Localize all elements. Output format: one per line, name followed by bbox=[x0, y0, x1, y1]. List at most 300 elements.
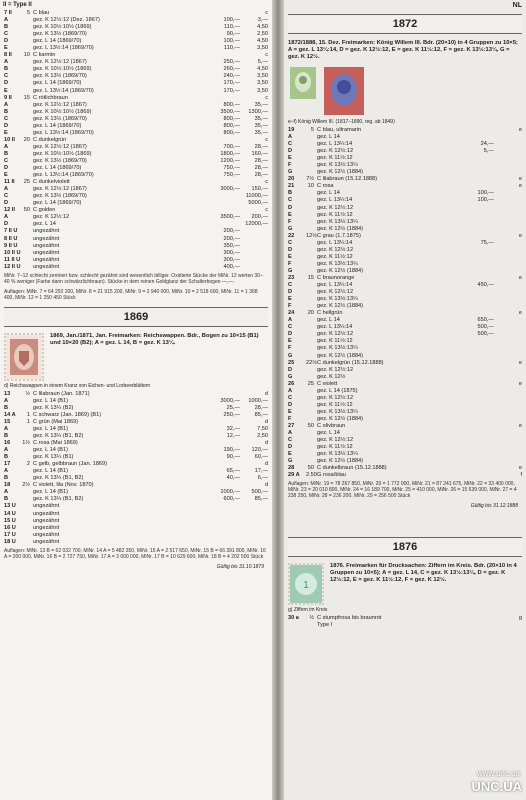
catalog-cell-c3: Type I bbox=[317, 622, 333, 629]
catalog-cell-c3: gez. K 13½:13¼ bbox=[317, 408, 358, 415]
catalog-cell-c1: E bbox=[288, 338, 292, 345]
catalog-cell-c4: 800,— bbox=[223, 115, 240, 122]
catalog-cell-c1: F bbox=[288, 218, 292, 225]
catalog-row bbox=[4, 221, 268, 228]
catalog-cell-c1: A bbox=[4, 425, 9, 432]
catalog-cell-c4: 800,— bbox=[223, 129, 240, 136]
catalog-cell-c1: 14 A bbox=[4, 411, 16, 418]
catalog-cell-c5 bbox=[494, 317, 522, 324]
catalog-cell-c2 bbox=[22, 525, 33, 532]
catalog-row bbox=[4, 151, 268, 158]
catalog-cell-c2: 2.50 bbox=[306, 472, 317, 479]
catalog-cell-c1: 23 bbox=[288, 274, 295, 281]
catalog-row bbox=[288, 338, 522, 345]
catalog-cell-c5: d bbox=[264, 418, 268, 425]
catalog-cell-c1: A bbox=[288, 317, 293, 324]
catalog-cell-c1: C bbox=[288, 324, 293, 331]
catalog-cell-c5 bbox=[494, 409, 522, 416]
catalog-row bbox=[4, 475, 268, 482]
catalog-cell-c1: F bbox=[288, 415, 292, 422]
catalog-cell-c1: D bbox=[288, 289, 293, 296]
catalog-cell-c5 bbox=[240, 539, 268, 546]
catalog-row bbox=[4, 10, 268, 17]
catalog-row bbox=[4, 511, 268, 518]
catalog-row bbox=[4, 207, 268, 214]
catalog-cell-c1: 24 bbox=[288, 310, 295, 317]
catalog-row bbox=[4, 489, 268, 496]
catalog-cell-c3: gez. L 13½:14 (1869/70) bbox=[33, 129, 94, 136]
catalog-cell-c2 bbox=[306, 416, 317, 423]
catalog-cell-c4 bbox=[460, 615, 494, 622]
catalog-cell-c5: 1300,— bbox=[248, 108, 268, 115]
catalog-row bbox=[4, 518, 268, 525]
catalog-cell-c2 bbox=[22, 214, 33, 221]
catalog-cell-c1: A bbox=[4, 59, 9, 66]
catalog-cell-c1 bbox=[288, 622, 306, 629]
catalog-row bbox=[288, 134, 522, 141]
catalog-cell-c4: 1000,— bbox=[220, 489, 240, 496]
catalog-cell-c2 bbox=[306, 388, 317, 395]
catalog-cell-c5: 35,— bbox=[254, 129, 268, 136]
catalog-cell-c4: 600,— bbox=[223, 496, 240, 503]
catalog-row bbox=[4, 52, 268, 59]
catalog-cell-c1: G bbox=[288, 458, 293, 465]
figure-caption-d: d) Reichswappen in einem Kranz von Eichen- und Lorbeerblättern bbox=[4, 382, 151, 389]
catalog-cell-c4 bbox=[460, 409, 494, 416]
catalog-cell-c2: 10 bbox=[23, 52, 30, 59]
catalog-cell-c2 bbox=[306, 317, 317, 324]
year-heading-1876: 1876 bbox=[288, 537, 522, 557]
catalog-cell-c4: 3000,— bbox=[220, 397, 240, 404]
catalog-table-1872 bbox=[284, 127, 526, 479]
catalog-cell-c5 bbox=[240, 518, 268, 525]
catalog-cell-c1: E bbox=[4, 129, 8, 136]
watermark-url: www.unc.ua bbox=[476, 769, 520, 778]
figure-caption-e: e–f) König Willem III. (1817–1890, reg. ab 1849) bbox=[288, 119, 395, 125]
catalog-cell-c3: gez. K 12½ (1884) bbox=[317, 267, 364, 274]
catalog-cell-c2 bbox=[22, 165, 33, 172]
catalog-row bbox=[4, 80, 268, 87]
catalog-cell-c2 bbox=[22, 257, 33, 264]
catalog-cell-c5: c bbox=[265, 179, 268, 186]
catalog-cell-c5: 35,— bbox=[254, 101, 268, 108]
catalog-cell-c3: gez. L 13¼:14 bbox=[317, 197, 353, 204]
catalog-cell-c5 bbox=[240, 503, 268, 510]
catalog-row bbox=[4, 179, 268, 186]
catalog-cell-c5: 4,50 bbox=[257, 24, 268, 31]
catalog-cell-c5: 1000,— bbox=[248, 397, 268, 404]
catalog-cell-c4 bbox=[460, 444, 494, 451]
catalog-cell-c4: 250,— bbox=[223, 411, 240, 418]
catalog-row bbox=[288, 296, 522, 303]
catalog-cell-c4: 700,— bbox=[223, 143, 240, 150]
catalog-cell-c5 bbox=[494, 402, 522, 409]
catalog-cell-c3: gez. L 13½:14 (1869/70) bbox=[33, 45, 94, 52]
catalog-cell-c5 bbox=[494, 289, 522, 296]
catalog-cell-c4: 500,— bbox=[477, 331, 494, 338]
catalog-cell-c2: 2½ bbox=[22, 482, 30, 489]
catalog-cell-c5 bbox=[494, 458, 522, 465]
catalog-cell-c5 bbox=[494, 345, 522, 352]
catalog-cell-c1: D bbox=[4, 200, 9, 207]
catalog-cell-c1: E bbox=[288, 451, 292, 458]
catalog-cell-c4: 90,— bbox=[226, 31, 240, 38]
catalog-cell-c5: 3,50 bbox=[257, 73, 268, 80]
catalog-row bbox=[4, 95, 268, 102]
catalog-row bbox=[4, 539, 268, 546]
catalog-cell-c2 bbox=[306, 331, 317, 338]
catalog-cell-c4: 250,— bbox=[223, 59, 240, 66]
catalog-cell-c2 bbox=[22, 405, 33, 412]
catalog-cell-c4 bbox=[206, 518, 240, 525]
catalog-cell-c1: 30 a bbox=[288, 615, 299, 622]
catalog-cell-c1: A bbox=[4, 101, 9, 108]
catalog-cell-c1: D bbox=[4, 38, 9, 45]
catalog-cell-c1: 10 II bbox=[4, 136, 15, 143]
catalog-cell-c3: C rötlichbraun bbox=[33, 94, 68, 101]
catalog-row bbox=[288, 162, 522, 169]
catalog-row bbox=[4, 102, 268, 109]
catalog-cell-c5 bbox=[494, 395, 522, 402]
catalog-row bbox=[288, 367, 522, 374]
catalog-row bbox=[4, 454, 268, 461]
catalog-cell-c4: 5,— bbox=[483, 148, 494, 155]
catalog-cell-c5: e bbox=[518, 465, 522, 472]
catalog-row bbox=[288, 127, 522, 134]
catalog-cell-c3: gez. K 13½:13¼ bbox=[317, 296, 358, 303]
issue-1876-title: 1876. Freimarken für Drucksachen: Ziffern im Kreis. Bdr. (20×10 in 4 Gruppen zu 10×5); A = gez. L 14, C = gez. K 13½:13¼, D = gez. K 12½:12, E = gez. K 11½:12, F = gez. K 12½. bbox=[330, 563, 517, 584]
catalog-cell-c5 bbox=[494, 451, 522, 458]
catalog-cell-c1: A bbox=[288, 134, 293, 141]
catalog-cell-c4 bbox=[206, 179, 240, 186]
catalog-cell-c1: 15 U bbox=[4, 517, 16, 524]
catalog-cell-c4: 100,— bbox=[477, 197, 494, 204]
catalog-cell-c5 bbox=[240, 228, 268, 235]
catalog-cell-c1: B bbox=[4, 475, 9, 482]
catalog-cell-c2 bbox=[306, 226, 317, 233]
catalog-cell-c4 bbox=[206, 193, 240, 200]
catalog-cell-c2 bbox=[306, 395, 317, 402]
note-auflagen-1872: Auflagen: MiNr. 19 = 78 267 850, MiNr. 20 = 1 772 000, MiNr. 21 = 87 241 675, MiNr. 22 = 33 400 000, MiNr. 23 = 20 010 800, MiNr. 24 = 16 189 700, MiNr. 25 = 410 000, MiNr. 26 = 15 639 000, MiNr. 27 = 4 238 250, MiNr. 28 = 236 200, MiNr. 29 = 256 500 Stück bbox=[288, 481, 517, 500]
catalog-row bbox=[288, 423, 522, 430]
watermark: UNC.UA bbox=[471, 779, 522, 794]
catalog-row bbox=[288, 388, 522, 395]
catalog-cell-c4 bbox=[460, 155, 494, 162]
catalog-cell-c2 bbox=[22, 468, 33, 475]
catalog-cell-c3: gez. K 12½:12 bbox=[317, 289, 354, 296]
catalog-row bbox=[4, 109, 268, 116]
catalog-cell-c1: 11 II U bbox=[4, 256, 21, 263]
catalog-row bbox=[4, 186, 268, 193]
catalog-row bbox=[288, 402, 522, 409]
catalog-row bbox=[4, 144, 268, 151]
catalog-cell-c1: E bbox=[288, 211, 292, 218]
catalog-cell-c2 bbox=[22, 511, 33, 518]
catalog-cell-c2 bbox=[306, 374, 317, 381]
catalog-cell-c1: G bbox=[288, 267, 293, 274]
catalog-cell-c2 bbox=[22, 73, 33, 80]
catalog-cell-c2 bbox=[22, 398, 33, 405]
catalog-cell-c3: gez. K 12½ bbox=[317, 373, 346, 380]
catalog-cell-c1: B bbox=[4, 454, 9, 461]
catalog-row bbox=[4, 165, 268, 172]
catalog-cell-c5 bbox=[494, 338, 522, 345]
catalog-cell-c4: 750,— bbox=[223, 165, 240, 172]
catalog-cell-c4: 800,— bbox=[223, 101, 240, 108]
catalog-cell-c5: 2,50 bbox=[257, 31, 268, 38]
catalog-cell-c2 bbox=[306, 303, 317, 310]
catalog-cell-c3: gez. K 13½:13¼ bbox=[317, 162, 358, 169]
catalog-row bbox=[288, 233, 522, 240]
catalog-cell-c2 bbox=[22, 426, 33, 433]
catalog-cell-c3: ungezähnt bbox=[33, 531, 60, 538]
catalog-cell-c5 bbox=[494, 197, 522, 204]
catalog-table-1869 bbox=[0, 391, 272, 546]
catalog-cell-c3: gez. K 12½:12 bbox=[317, 204, 354, 211]
catalog-cell-c4 bbox=[460, 395, 494, 402]
catalog-row bbox=[4, 17, 268, 24]
stamp-willem-red-image bbox=[324, 67, 364, 115]
catalog-cell-c2 bbox=[306, 353, 317, 360]
catalog-row bbox=[4, 228, 268, 235]
catalog-row bbox=[288, 275, 522, 282]
catalog-cell-c5 bbox=[494, 162, 522, 169]
catalog-cell-c3: gez. K 12½:12 bbox=[33, 214, 70, 221]
catalog-row bbox=[288, 155, 522, 162]
catalog-row bbox=[4, 525, 268, 532]
catalog-cell-c5: c bbox=[265, 207, 268, 214]
catalog-cell-c4 bbox=[460, 261, 494, 268]
catalog-cell-c1: G bbox=[288, 169, 293, 176]
catalog-cell-c2 bbox=[22, 236, 33, 243]
catalog-cell-c2: 20 bbox=[23, 136, 30, 143]
catalog-cell-c2 bbox=[306, 219, 317, 226]
catalog-row bbox=[4, 116, 268, 123]
catalog-cell-c5: 35,— bbox=[254, 115, 268, 122]
catalog-cell-c2 bbox=[22, 503, 33, 510]
catalog-cell-c4: 25,— bbox=[226, 404, 240, 411]
catalog-cell-c4 bbox=[460, 360, 494, 367]
catalog-cell-c3: gez. K 13¼ (B2) bbox=[33, 404, 74, 411]
catalog-cell-c1: A bbox=[4, 397, 9, 404]
catalog-cell-c1: 22 bbox=[288, 232, 295, 239]
issue-1869 bbox=[0, 331, 272, 383]
catalog-cell-c2: 2 bbox=[26, 461, 30, 468]
catalog-cell-c5: c bbox=[265, 94, 268, 101]
catalog-row bbox=[4, 440, 268, 447]
catalog-cell-c5 bbox=[494, 205, 522, 212]
catalog-cell-c3: C olivbraun bbox=[317, 422, 346, 429]
catalog-cell-c1: A bbox=[4, 17, 9, 24]
catalog-cell-c1: 7 II bbox=[4, 10, 12, 16]
catalog-cell-c2 bbox=[22, 38, 33, 45]
catalog-cell-c1: A bbox=[4, 447, 9, 454]
catalog-cell-c2 bbox=[306, 247, 317, 254]
catalog-cell-c4: 650,— bbox=[477, 317, 494, 324]
catalog-cell-c3: C violett, lila (Nov. 1870) bbox=[33, 482, 94, 489]
catalog-cell-c1: D bbox=[4, 122, 9, 129]
catalog-cell-c4 bbox=[206, 482, 240, 489]
catalog-cell-c5 bbox=[494, 367, 522, 374]
stamp-willem-green-image bbox=[290, 67, 316, 99]
catalog-cell-c3: ungezähnt bbox=[33, 538, 60, 545]
catalog-row bbox=[4, 426, 268, 433]
catalog-cell-c4: 260,— bbox=[223, 66, 240, 73]
catalog-cell-c4 bbox=[206, 200, 240, 207]
catalog-row bbox=[288, 303, 522, 310]
catalog-cell-c2 bbox=[306, 268, 317, 275]
catalog-cell-c3: gez. K 13¼ (B1, B2) bbox=[33, 433, 84, 440]
catalog-row bbox=[288, 282, 522, 289]
catalog-cell-c1: 27 bbox=[288, 422, 295, 429]
catalog-cell-c1: E bbox=[288, 253, 292, 260]
catalog-cell-c1: C bbox=[4, 193, 9, 200]
catalog-cell-c4 bbox=[206, 532, 240, 539]
catalog-cell-c3: gez. K 12½:12 bbox=[317, 246, 354, 253]
catalog-cell-c2 bbox=[306, 296, 317, 303]
catalog-cell-c4 bbox=[206, 461, 240, 468]
catalog-cell-c2 bbox=[306, 155, 317, 162]
catalog-cell-c4 bbox=[460, 169, 494, 176]
catalog-cell-c3: C rosa bbox=[317, 183, 334, 190]
catalog-row bbox=[288, 437, 522, 444]
catalog-cell-c3: C dunkelviolett bbox=[33, 179, 70, 186]
catalog-cell-c3: gez. K 12½ (1884) bbox=[317, 458, 364, 465]
catalog-cell-c3: gez. K 12½:12 bbox=[317, 437, 354, 444]
catalog-row bbox=[288, 360, 522, 367]
catalog-cell-c5: d bbox=[264, 390, 268, 397]
catalog-cell-c1: A bbox=[288, 387, 293, 394]
catalog-row bbox=[4, 433, 268, 440]
catalog-cell-c3: gez. K 12½:12 (1867) bbox=[33, 101, 87, 108]
catalog-cell-c5: 3,50 bbox=[257, 87, 268, 94]
catalog-row bbox=[4, 214, 268, 221]
catalog-row bbox=[288, 374, 522, 381]
catalog-cell-c2: 5 bbox=[310, 127, 314, 133]
catalog-cell-c2 bbox=[306, 162, 317, 169]
catalog-cell-c2 bbox=[22, 123, 33, 130]
catalog-cell-c4 bbox=[460, 381, 494, 388]
catalog-cell-c2 bbox=[306, 430, 317, 437]
catalog-cell-c5: e bbox=[518, 183, 522, 190]
catalog-cell-c1: C bbox=[4, 157, 9, 164]
catalog-cell-c2 bbox=[22, 24, 33, 31]
stamp-ziffer-image bbox=[288, 563, 324, 605]
catalog-row bbox=[288, 381, 522, 388]
catalog-cell-c5: 150,— bbox=[251, 186, 268, 193]
catalog-cell-c1: 8 II bbox=[4, 52, 12, 59]
catalog-cell-c2 bbox=[22, 102, 33, 109]
catalog-cell-c4: 110,— bbox=[223, 24, 240, 31]
catalog-cell-c2 bbox=[306, 437, 317, 444]
catalog-cell-c1: 26 bbox=[288, 380, 295, 387]
catalog-cell-c3: C stumpfrosa bis braunrot bbox=[317, 615, 382, 622]
catalog-cell-c5 bbox=[494, 240, 522, 247]
catalog-cell-c3: gez. K 13½ (1869/70) bbox=[33, 157, 87, 164]
catalog-row bbox=[288, 615, 522, 622]
catalog-cell-c4 bbox=[460, 296, 494, 303]
right-page bbox=[284, 0, 526, 800]
catalog-cell-c1: 9 II bbox=[4, 94, 12, 101]
catalog-cell-c5: 12000,— bbox=[245, 221, 268, 228]
figure-caption-g: g) Ziffern im Kreis bbox=[288, 607, 328, 614]
catalog-cell-c4: 65,— bbox=[226, 468, 240, 475]
catalog-cell-c1: D bbox=[4, 221, 9, 228]
note-auflagen-1867: Auflagen: MiNr. 7 = 64 292 200, MiNr. 8 = 21 915 200, MiNr. 9 = 2 940 000, MiNr. 10 = 2 518 600, MiNr. 11 = 1 368 400, MiNr. 12 = 1 250 450 Stück bbox=[4, 288, 258, 301]
catalog-cell-c1: 21 bbox=[288, 183, 295, 190]
catalog-cell-c1: F bbox=[288, 260, 292, 267]
catalog-cell-c1: G bbox=[288, 352, 293, 359]
catalog-cell-c4 bbox=[460, 205, 494, 212]
catalog-cell-c1: B bbox=[4, 66, 9, 73]
catalog-cell-c4: 800,— bbox=[223, 122, 240, 129]
catalog-cell-c1: D bbox=[288, 331, 293, 338]
catalog-cell-c4 bbox=[206, 419, 240, 426]
year-heading-1872: 1872 bbox=[288, 14, 522, 34]
catalog-cell-c4 bbox=[206, 440, 240, 447]
catalog-cell-c5: 120,— bbox=[251, 447, 268, 454]
catalog-cell-c3: C hellgrün bbox=[317, 310, 343, 317]
catalog-cell-c5 bbox=[494, 169, 522, 176]
catalog-cell-c1: E bbox=[4, 172, 8, 179]
catalog-row bbox=[4, 59, 268, 66]
catalog-cell-c2: ½ bbox=[25, 390, 30, 397]
catalog-cell-c2 bbox=[22, 489, 33, 496]
catalog-cell-c4 bbox=[460, 374, 494, 381]
catalog-cell-c3: ungezähnt bbox=[33, 263, 60, 270]
catalog-table-1876 bbox=[284, 615, 526, 629]
catalog-cell-c5: 5000,— bbox=[248, 200, 268, 207]
catalog-cell-c3: gez. K 12½:12 bbox=[317, 394, 354, 401]
catalog-cell-c5: e bbox=[518, 422, 522, 429]
catalog-cell-c3: gez. K 12½:12 bbox=[317, 366, 354, 373]
catalog-cell-c2 bbox=[306, 205, 317, 212]
catalog-cell-c2 bbox=[22, 447, 33, 454]
catalog-cell-c2 bbox=[306, 190, 317, 197]
catalog-table-1867 bbox=[0, 10, 272, 271]
book-gutter bbox=[272, 0, 284, 800]
catalog-cell-c4 bbox=[460, 303, 494, 310]
catalog-cell-c3: gez. K 11½:12 bbox=[317, 155, 353, 162]
catalog-cell-c1: A bbox=[4, 468, 9, 475]
note-zentrierung: MiNr. 7–12 schlecht zentriert bzw. schlecht gezähnt sind wesentlich billiger. Oxidierte Stücke der MiNr. 12 werten 30–40 % weniger (Farbe dann schwärzlichbraun). Stücke in dem reinen Goldglanz der Schalterbogen —,—. bbox=[4, 272, 263, 285]
catalog-cell-c4 bbox=[460, 458, 494, 465]
catalog-cell-c2 bbox=[22, 539, 33, 546]
catalog-cell-c1: 16 U bbox=[4, 524, 16, 531]
catalog-row bbox=[288, 219, 522, 226]
catalog-cell-c3: gez. K 12½:12 (1867) bbox=[33, 59, 87, 66]
catalog-cell-c2: 1 bbox=[26, 411, 30, 418]
valid-until-right: Gültig bis 31.12.1888 bbox=[470, 503, 518, 510]
catalog-cell-c2 bbox=[306, 212, 317, 219]
catalog-cell-c4 bbox=[460, 338, 494, 345]
catalog-cell-c4 bbox=[460, 183, 494, 190]
catalog-row bbox=[4, 158, 268, 165]
catalog-cell-c1: B bbox=[4, 108, 9, 115]
catalog-cell-c5 bbox=[494, 622, 522, 629]
catalog-cell-c4 bbox=[206, 207, 240, 214]
catalog-cell-c2 bbox=[306, 141, 317, 148]
catalog-cell-c1: C bbox=[288, 239, 293, 246]
catalog-cell-c1: F bbox=[288, 162, 292, 169]
catalog-cell-c1: C bbox=[288, 437, 293, 444]
catalog-cell-c4: 100,— bbox=[223, 17, 240, 24]
catalog-cell-c5 bbox=[240, 532, 268, 539]
catalog-cell-c1: C bbox=[4, 73, 9, 80]
catalog-row bbox=[288, 169, 522, 176]
issue-1869-title: 1869, Jan./1871, Jan. Freimarken: Reichswappen. Bdr., Bogen zu 10×15 (B1) und 10×20 (B2); A = gez. L 14, B = gez. K 13¼. bbox=[50, 332, 259, 346]
catalog-cell-c5 bbox=[494, 444, 522, 451]
